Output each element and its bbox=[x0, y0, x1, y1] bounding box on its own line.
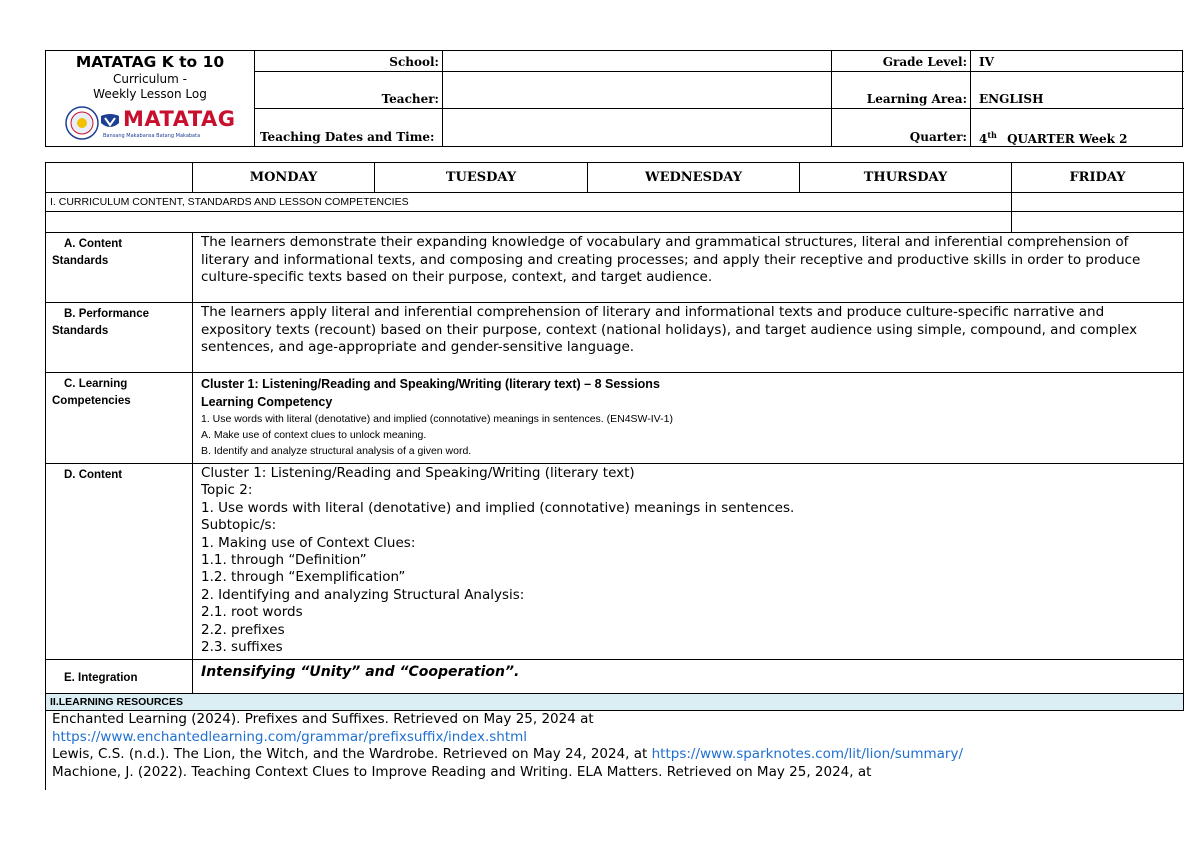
integration-text: Intensifying “Unity” and “Cooperation”. bbox=[193, 660, 1184, 694]
curriculum-section-row bbox=[46, 193, 1184, 212]
content-line: 2.1. root words bbox=[201, 604, 303, 621]
content-label: D. Content bbox=[46, 464, 193, 660]
quarter-ordinal: th bbox=[987, 130, 997, 140]
performance-standards-text: The learners apply literal and inferential comprehension of literary and informational texts and produce culture-specific narrative and expository texts (recount) based on their purpose, context (national holidays), and target audience using simple, compound, and complex sentences, and age-appropriate and gender-sensitive language. bbox=[193, 303, 1184, 373]
competencies-cell bbox=[193, 373, 1184, 464]
curriculum-section-heading: I. CURRICULUM CONTENT, STANDARDS AND LESSON COMPETENCIES bbox=[46, 193, 1012, 212]
spacer-cell-friday bbox=[1012, 212, 1184, 233]
lesson-log-table bbox=[45, 162, 1184, 711]
competency-item: 1. Use words with literal (denotative) and implied (connotative) meanings in sentences. (EN4SW-IV-1) bbox=[201, 413, 673, 425]
header-subtitle-1: Curriculum - bbox=[113, 72, 187, 86]
learning-area-label: Learning Area: bbox=[866, 92, 967, 106]
content-line: Topic 2: bbox=[201, 482, 253, 499]
performance-standards-label-2: Standards bbox=[52, 325, 109, 337]
school-field[interactable] bbox=[446, 55, 826, 70]
competencies-label-1: C. Learning bbox=[64, 378, 128, 390]
content-line: 2. Identifying and analyzing Structural Analysis: bbox=[201, 586, 525, 603]
content-row bbox=[46, 464, 1184, 660]
competencies-label bbox=[46, 373, 193, 464]
content-standards-label-2: Standards bbox=[52, 255, 109, 267]
performance-standards-row bbox=[46, 303, 1184, 373]
day-header-row bbox=[46, 163, 1184, 193]
resource-link-enchanted-learning[interactable]: https://www.enchantedlearning.com/grammar/prefixsuffix/index.shtml bbox=[52, 728, 528, 745]
resource-item: Enchanted Learning (2024). Prefixes and Suffixes. Retrieved on May 25, 2024 at bbox=[52, 711, 594, 727]
matatag-logo-text: MATATAG bbox=[123, 107, 236, 131]
spacer-row bbox=[46, 212, 1184, 233]
day-header-blank bbox=[46, 163, 193, 193]
header-subtitle-2: Weekly Lesson Log bbox=[93, 87, 207, 101]
integration-row bbox=[46, 660, 1184, 694]
school-label: School: bbox=[389, 55, 439, 69]
competencies-cluster: Cluster 1: Listening/Reading and Speaking/Writing (literary text) – 8 Sessions bbox=[201, 377, 660, 391]
competencies-heading: Learning Competency bbox=[201, 395, 333, 409]
quarter-week: QUARTER Week 2 bbox=[1007, 132, 1128, 146]
matatag-tagline: Bansang Makabansa Batang Makabata bbox=[103, 133, 201, 139]
resource-link-sparknotes[interactable]: https://www.sparknotes.com/lit/lion/summary/ bbox=[651, 746, 964, 762]
performance-standards-label bbox=[46, 303, 193, 373]
spacer-cell bbox=[46, 212, 1012, 233]
content-standards-row bbox=[46, 233, 1184, 303]
competencies-row bbox=[46, 373, 1184, 464]
teacher-field[interactable] bbox=[446, 75, 826, 105]
content-line: 1. Making use of Context Clues: bbox=[201, 534, 416, 551]
content-line: 1.1. through “Definition” bbox=[201, 552, 367, 569]
content-standards-text: The learners demonstrate their expanding knowledge of vocabulary and grammatical structures, literal and inferential comprehension of literary and informational texts, and composing and creating processes; and apply their receptive and productive skills in order to produce culture-specific texts based on their purpose, context, and target audience. bbox=[193, 233, 1184, 303]
header-title: MATATAG K to 10 bbox=[75, 53, 225, 71]
quarter-number: 4 bbox=[979, 132, 988, 146]
competency-item: A. Make use of context clues to unlock meaning. bbox=[201, 429, 427, 441]
performance-standards-label-1: B. Performance bbox=[64, 308, 150, 320]
content-line: Subtopic/s: bbox=[201, 517, 277, 534]
day-header-monday: MONDAY bbox=[193, 163, 375, 193]
resources-list bbox=[52, 711, 1182, 781]
resource-item bbox=[52, 746, 1182, 764]
competency-item: B. Identify and analyze structural analysis of a given word. bbox=[201, 445, 472, 457]
resource-item: Machione, J. (2022). Teaching Context Clues to Improve Reading and Writing. ELA Matters. Retrieved on May 25, 2024, at bbox=[52, 763, 872, 780]
integration-label: E. Integration bbox=[46, 660, 193, 694]
resources-section-heading: II.LEARNING RESOURCES bbox=[46, 694, 1184, 711]
content-line: 2.2. prefixes bbox=[201, 621, 285, 638]
resource-item-text: Lewis, C.S. (n.d.). The Lion, the Witch, and the Wardrobe. Retrieved on May 24, 2024, at bbox=[52, 746, 652, 762]
quarter-label: Quarter: bbox=[909, 130, 967, 144]
learning-area-value: ENGLISH bbox=[979, 92, 1044, 106]
teaching-dates-field[interactable] bbox=[446, 112, 826, 144]
grade-level-label: Grade Level: bbox=[882, 55, 967, 69]
day-header-friday: FRIDAY bbox=[1012, 163, 1184, 193]
teaching-dates-label: Teaching Dates and Time: bbox=[260, 130, 435, 144]
teacher-label: Teacher: bbox=[381, 92, 439, 106]
resources-section-row bbox=[46, 694, 1184, 711]
curriculum-section-blank bbox=[1012, 193, 1184, 212]
grade-level-value: IV bbox=[979, 55, 994, 69]
content-cell bbox=[193, 464, 1184, 660]
content-line: 1.2. through “Exemplification” bbox=[201, 569, 406, 586]
deped-seal-logo bbox=[65, 106, 99, 144]
content-line: Cluster 1: Listening/Reading and Speaking/Writing (literary text) bbox=[201, 465, 635, 481]
day-header-thursday: THURSDAY bbox=[800, 163, 1012, 193]
competencies-label-2: Competencies bbox=[52, 395, 131, 407]
day-header-tuesday: TUESDAY bbox=[375, 163, 588, 193]
content-line: 2.3. suffixes bbox=[201, 639, 283, 656]
resources-left-border bbox=[45, 711, 46, 790]
content-standards-label bbox=[46, 233, 193, 303]
content-line: 1. Use words with literal (denotative) and implied (connotative) meanings in sentences. bbox=[201, 499, 795, 516]
quarter-value bbox=[979, 130, 1128, 146]
day-header-wednesday: WEDNESDAY bbox=[588, 163, 800, 193]
content-standards-label-1: A. Content bbox=[64, 238, 123, 250]
header-table bbox=[45, 50, 1183, 147]
